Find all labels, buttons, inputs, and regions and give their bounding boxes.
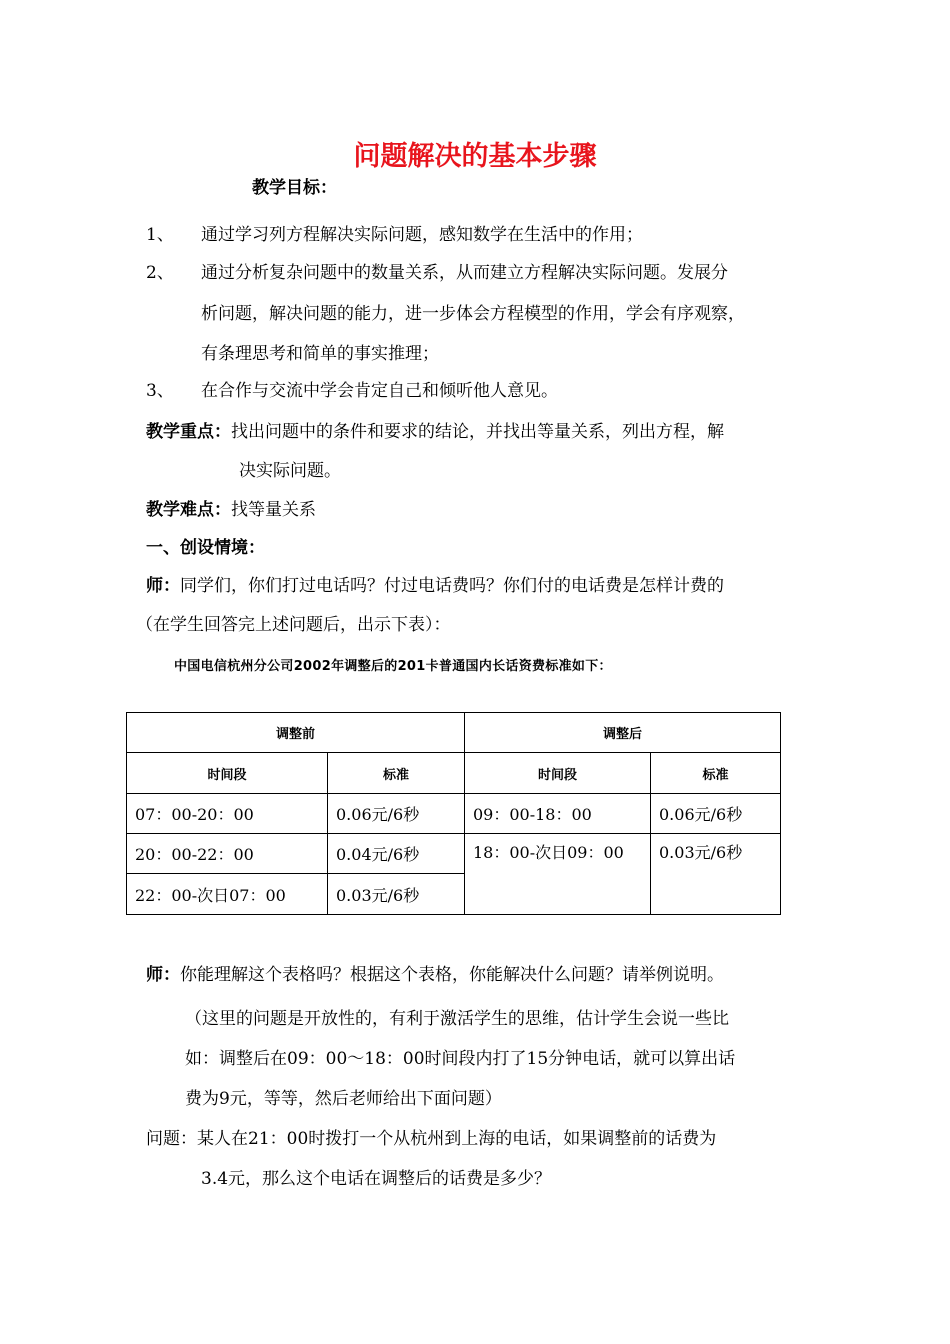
key-points-text: 找出问题中的条件和要求的结论，并找出等量关系，列出方程，解 [231,422,724,442]
table-cell-rate: 0.03元/6秒 [651,834,781,915]
difficulty-text: 找等量关系 [231,500,316,520]
teacher-line [146,963,724,987]
objective-number: 2、 [146,263,174,283]
problem-line [146,1127,716,1151]
fee-table [126,712,781,915]
table-header-before: 调整前 [127,713,465,753]
table-cell-rate: 0.06元/6秒 [651,794,781,834]
teacher-label: 师： [146,965,180,985]
table-cell-time: 18：00-次日09：00 [465,834,651,915]
objectives-heading: 教学目标： [252,178,337,198]
objective-line: 在合作与交流中学会肯定自己和倾听他人意见。 [201,381,558,401]
column-header-rate: 标准 [651,753,781,794]
objective-line: 析问题，解决问题的能力，进一步体会方程模型的作用，学会有序观察， [201,304,745,324]
key-points-text: 决实际问题。 [239,461,341,481]
table-cell-rate: 0.03元/6秒 [328,874,465,915]
table-cell-time: 20：00-22：00 [127,834,328,874]
table-cell-time: 07：00-20：00 [127,794,328,834]
table-header-after: 调整后 [465,713,781,753]
note-line: （这里的问题是开放性的，有利于激活学生的思维，估计学生会说一些比 [185,1009,729,1029]
table-caption: 中国电信杭州分公司2002年调整后的201卡普通国内长话资费标准如下： [174,659,612,674]
column-header-time: 时间段 [465,753,651,794]
objective-line: 通过学习列方程解决实际问题，感知数学在生活中的作用； [201,225,643,245]
problem-text: 3.4元，那么这个电话在调整后的话费是多少？ [201,1169,552,1189]
teacher-note: （在学生回答完上述问题后，出示下表）： [136,615,451,635]
problem-label: 问题： [146,1129,197,1149]
difficulty [146,498,316,522]
teacher-text: 同学们，你们打过电话吗？付过电话费吗？你们付的电话费是怎样计费的 [180,576,724,596]
objective-line: 通过分析复杂问题中的数量关系，从而建立方程解决实际问题。发展分 [201,263,728,283]
section-heading: 一、创设情境： [146,538,265,558]
note-line: 费为9元，等等，然后老师给出下面问题） [185,1089,502,1109]
table-cell-time: 09：00-18：00 [465,794,651,834]
table-cell-rate: 0.06元/6秒 [328,794,465,834]
teacher-line [146,574,724,598]
difficulty-label: 教学难点： [146,500,231,520]
key-points-label: 教学重点： [146,422,231,442]
objective-number: 1、 [146,225,174,245]
key-points [146,420,724,444]
teacher-text: 你能理解这个表格吗？根据这个表格，你能解决什么问题？请举例说明。 [180,965,724,985]
objective-line: 有条理思考和简单的事实推理； [201,344,439,364]
column-header-time: 时间段 [127,753,328,794]
teacher-label: 师： [146,576,180,596]
problem-text: 某人在21：00时拨打一个从杭州到上海的电话，如果调整前的话费为 [197,1129,717,1149]
table-cell-rate: 0.04元/6秒 [328,834,465,874]
column-header-rate: 标准 [328,753,465,794]
note-line: 如：调整后在09：00～18：00时间段内打了15分钟电话，就可以算出话 [185,1049,736,1069]
page-title: 问题解决的基本步骤 [353,141,597,172]
objective-number: 3、 [146,381,174,401]
table-cell-time: 22：00-次日07：00 [127,874,328,915]
